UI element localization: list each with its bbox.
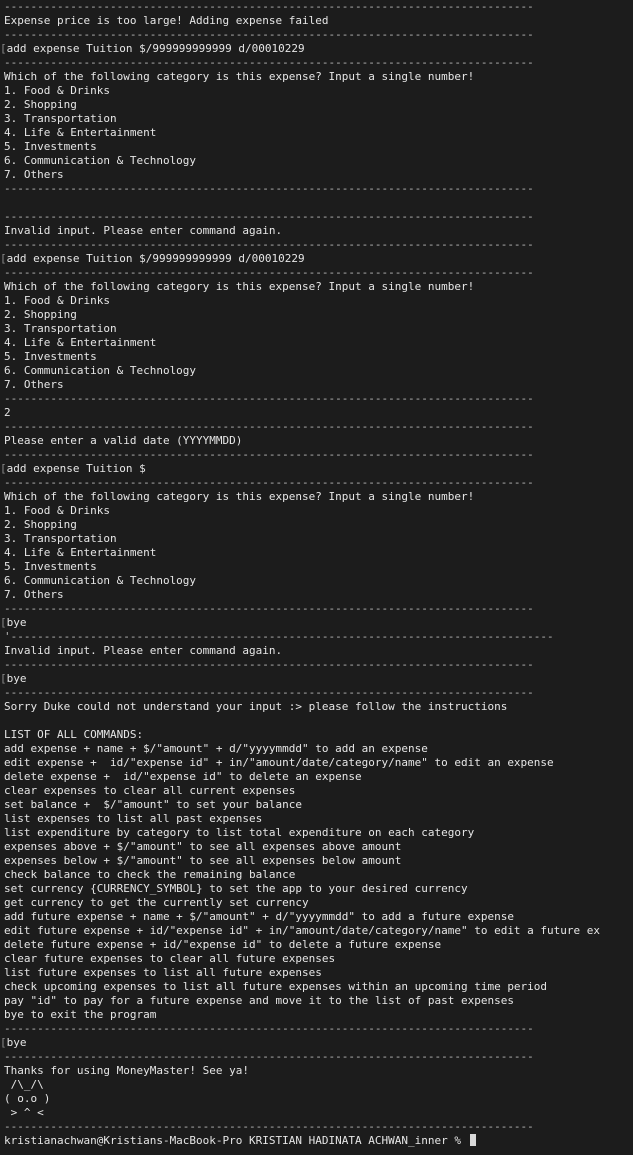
output-line: expenses below + $/"amount" to see all expenses below amount: [4, 854, 402, 867]
output-line: 2. Shopping: [4, 98, 77, 111]
output-line: Which of the following category is this expense? Input a single number!: [4, 490, 475, 503]
output-line: check upcoming expenses to list all future expenses within an upcoming time period: [4, 980, 548, 993]
user-input-line: [0, 252, 633, 266]
output-line: > ^ <: [4, 1106, 44, 1119]
user-input-text: bye: [6, 616, 27, 629]
separator-line: --------------------------------------------------------------------------------: [4, 602, 534, 615]
output-line: delete future expense + id/"expense id" to delete a future expense: [4, 938, 442, 951]
output-line: 4. Life & Entertainment: [4, 546, 157, 559]
input-marker-icon: [: [0, 672, 7, 685]
output-line: Sorry Duke could not understand your input :> please follow the instructions: [4, 700, 508, 713]
separator-line: --------------------------------------------------------------------------------: [4, 210, 534, 223]
output-line: Invalid input. Please enter command again.: [4, 224, 283, 237]
output-line: 5. Investments: [4, 560, 97, 573]
output-line: bye to exit the program: [4, 1008, 157, 1021]
output-line: Expense price is too large! Adding expense failed: [4, 14, 329, 27]
output-line: 6. Communication & Technology: [4, 154, 197, 167]
output-line: edit expense + id/"expense id" + in/"amount/date/category/name" to edit an expense: [4, 756, 554, 769]
prompt-text: kristianachwan@Kristians-MacBook-Pro KRISTIAN HADINATA ACHWAN_inner %: [4, 1134, 468, 1147]
input-marker-icon: [: [0, 1036, 7, 1049]
input-marker-icon: [: [0, 462, 7, 475]
output-line: 4. Life & Entertainment: [4, 336, 157, 349]
output-line: Which of the following category is this expense? Input a single number!: [4, 280, 475, 293]
separator-line: --------------------------------------------------------------------------------: [4, 658, 534, 671]
user-input-text: bye: [6, 672, 27, 685]
output-line: clear expenses to clear all current expenses: [4, 784, 296, 797]
output-line: 3. Transportation: [4, 532, 117, 545]
user-input-line: [0, 462, 633, 476]
output-line: clear future expenses to clear all future expenses: [4, 952, 336, 965]
output-line: 2. Shopping: [4, 308, 77, 321]
input-marker-icon: [: [0, 42, 7, 55]
separator-line: --------------------------------------------------------------------------------: [4, 1120, 534, 1133]
output-line: 7. Others: [4, 168, 64, 181]
blank-line: [4, 196, 633, 210]
output-line: add expense + name + $/"amount" + d/"yyyymmdd" to add an expense: [4, 742, 428, 755]
user-input-line: [0, 672, 633, 686]
output-line: get currency to get the currently set currency: [4, 896, 309, 909]
output-line: set balance + $/"amount" to set your balance: [4, 798, 303, 811]
output-line: 1. Food & Drinks: [4, 84, 110, 97]
output-line: list expenses to list all past expenses: [4, 812, 263, 825]
separator-line: --------------------------------------------------------------------------------: [4, 1050, 534, 1063]
separator-line: --------------------------------------------------------------------------------: [4, 476, 534, 489]
output-line: 7. Others: [4, 588, 64, 601]
user-input-line: [0, 1036, 633, 1050]
output-line: 7. Others: [4, 378, 64, 391]
user-input-line: [0, 616, 633, 630]
output-line: ( o.o ): [4, 1092, 51, 1105]
separator-line: --------------------------------------------------------------------------------: [4, 0, 534, 13]
output-line: Please enter a valid date (YYYYMMDD): [4, 434, 243, 447]
output-line: expenses above + $/"amount" to see all expenses above amount: [4, 840, 402, 853]
output-line: Thanks for using MoneyMaster! See ya!: [4, 1064, 250, 1077]
output-line: Invalid input. Please enter command again.: [4, 644, 283, 657]
output-line: 1. Food & Drinks: [4, 504, 110, 517]
output-line: 5. Investments: [4, 140, 97, 153]
user-input-text: add expense Tuition $: [6, 462, 146, 475]
output-line: LIST OF ALL COMMANDS:: [4, 728, 144, 741]
user-input-text: add expense Tuition $/999999999999 d/00010229: [6, 252, 305, 265]
output-line: edit future expense + id/"expense id" + in/"amount/date/category/name" to edit a future ex: [4, 924, 601, 937]
output-line: list expenditure by category to list total expenditure on each category: [4, 826, 475, 839]
output-line: 2: [4, 406, 11, 419]
output-line: delete expense + id/"expense id" to delete an expense: [4, 770, 362, 783]
text-cursor[interactable]: [470, 1134, 476, 1146]
separator-line: --------------------------------------------------------------------------------: [4, 392, 534, 405]
separator-line: --------------------------------------------------------------------------------: [4, 238, 534, 251]
separator-line: --------------------------------------------------------------------------------: [4, 420, 534, 433]
output-line: 5. Investments: [4, 350, 97, 363]
separator-line: '----------------------------------------------------------------------------------: [4, 630, 554, 643]
output-line: set currency {CURRENCY_SYMBOL} to set the app to your desired currency: [4, 882, 468, 895]
shell-prompt[interactable]: [4, 1134, 633, 1148]
output-line: 6. Communication & Technology: [4, 364, 197, 377]
user-input-text: bye: [6, 1036, 27, 1049]
output-line: add future expense + name + $/"amount" + d/"yyyymmdd" to add a future expense: [4, 910, 514, 923]
separator-line: --------------------------------------------------------------------------------: [4, 56, 534, 69]
output-line: check balance to check the remaining balance: [4, 868, 296, 881]
blank-line: [4, 714, 633, 728]
input-marker-icon: [: [0, 252, 7, 265]
output-line: /\_/\: [4, 1078, 44, 1091]
output-line: 1. Food & Drinks: [4, 294, 110, 307]
user-input-line: [0, 42, 633, 56]
output-line: Which of the following category is this expense? Input a single number!: [4, 70, 475, 83]
separator-line: --------------------------------------------------------------------------------: [4, 182, 534, 195]
separator-line: --------------------------------------------------------------------------------: [4, 28, 534, 41]
output-line: 3. Transportation: [4, 322, 117, 335]
separator-line: --------------------------------------------------------------------------------: [4, 266, 534, 279]
output-line: pay "id" to pay for a future expense and move it to the list of past expenses: [4, 994, 514, 1007]
separator-line: --------------------------------------------------------------------------------: [4, 448, 534, 461]
user-input-text: add expense Tuition $/999999999999 d/00010229: [6, 42, 305, 55]
separator-line: --------------------------------------------------------------------------------: [4, 686, 534, 699]
input-marker-icon: [: [0, 616, 7, 629]
output-line: 2. Shopping: [4, 518, 77, 531]
output-line: list future expenses to list all future expenses: [4, 966, 322, 979]
output-line: 4. Life & Entertainment: [4, 126, 157, 139]
output-line: 3. Transportation: [4, 112, 117, 125]
output-line: 6. Communication & Technology: [4, 574, 197, 587]
separator-line: --------------------------------------------------------------------------------: [4, 1022, 534, 1035]
